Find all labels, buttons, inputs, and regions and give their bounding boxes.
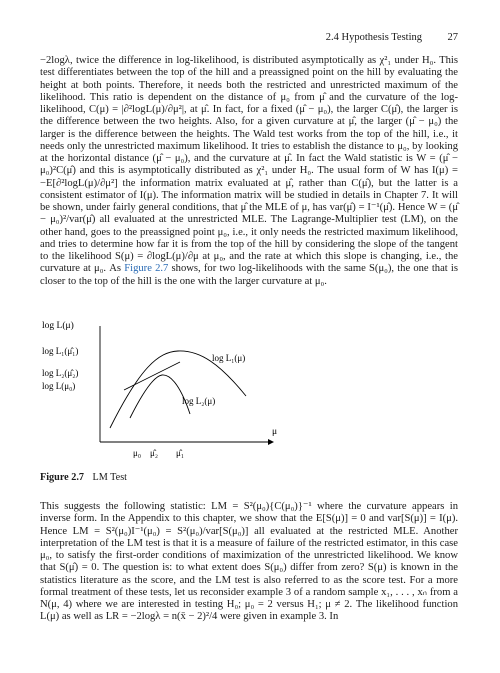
ytick-logL-mu0: log L(μ₀) xyxy=(42,381,76,391)
paragraph1-tail: shows, for two log-likelihoods with the same S(μ₀), the one that is closer to the top of the hill is the one with the larger curvature at μ₀. xyxy=(40,263,458,287)
figure-caption xyxy=(40,472,127,483)
y-axis-label: log L(μ) xyxy=(42,321,74,331)
tangent-line xyxy=(124,362,180,390)
ytick-logL2-hat: log L₂(μ̂₂) xyxy=(42,368,79,378)
xtick-mu1-hat: μ̂₁ xyxy=(176,448,184,458)
xtick-mu2-hat: μ̂₂ xyxy=(150,448,158,458)
paragraph-lm-score xyxy=(40,501,458,624)
paragraph-wald-lr xyxy=(40,55,458,288)
x-axis-arrow xyxy=(268,439,274,445)
curve-logL2 xyxy=(130,375,190,418)
header-section-title: 2.4 Hypothesis Testing xyxy=(325,32,422,43)
figure-lm-test xyxy=(40,318,458,468)
xtick-mu0: μ₀ xyxy=(133,448,141,458)
x-axis-label: μ xyxy=(272,427,278,437)
paragraph1-text: −2logλ, twice the difference in log-likelihood, is distributed asymptotically as χ²₁ under H₀. This test differentiates between the top of the hill and a preassigned point on the hill by evaluating the height at both points. Therefore, it needs both the restricted and unrestricted maximum of the likelihood. This ratio is dependent on the distance of μ₀ from μ̂ and the curvature of the log-likelihood, C(μ) = |∂²logL(μ)/∂μ²|, at μ̂. In fact, for a fixed (μ̂ − μ₀), the larger C(μ̂), the larger is the difference between the two heights. Also, for a given curvature at μ̂, the larger (μ̂ − μ₀) the larger is the difference between the heights. The Wald test works from the top of the hill, i.e., it needs only the unrestricted maximum likelihood. It tries to establish the distance to μ₀, by looking at the horizontal distance (μ̂ − μ₀), and the curvature at μ̂. In fact the Wald statistic is W = (μ̂ − μ₀)²C(μ̂) and this is asymptotically distributed as χ²₁ under H₀. The usual form of W has I(μ) = −E[∂²logL(μ)/∂μ²] the information matrix evaluated at μ̂, rather than C(μ̂), but the latter is a consistent estimator of I(μ). The information matrix will be studied in details in Chapter 7. It will be shown, under fairly general conditions, that μ̂ the MLE of μ, has var(μ̂) = I⁻¹(μ̂). Hence W = (μ̂ − μ₀)²/var(μ̂) all evaluated at the unrestricted MLE. The Lagrange-Multiplier test (LM), on the other hand, goes to the preassigned point μ₀, i.e., it only needs the restricted maximum likelihood, and tries to determine how far it is from the top of the hill by considering the slope of the tangent to the likelihood S(μ) = ∂logL(μ)/∂μ at μ₀, and the rate at which this slope is changing, i.e., the curvature at μ₀. As xyxy=(40,55,458,275)
lm-test-diagram xyxy=(40,318,458,468)
running-header xyxy=(40,32,458,46)
curve1-label: log L₁(μ) xyxy=(212,353,246,363)
figure-2-7-link[interactable]: Figure 2.7 xyxy=(124,263,169,275)
curve2-label: log L₂(μ) xyxy=(182,396,216,406)
header-page-number: 27 xyxy=(447,32,458,43)
caption-number: Figure 2.7 xyxy=(40,472,84,483)
ytick-logL1-hat: log L₁(μ̂₁) xyxy=(42,346,79,356)
paragraph2-text: This suggests the following statistic: LM = S²(μ₀){C(μ₀)}⁻¹ where the curvature appears in inverse form. In the Appendix to this chapter, we show that the E[S(μ)] = 0 and var[S(μ)] = I(μ). Hence LM = S²(μ₀)I⁻¹(μ₀) = S²(μ₀)/var[S(μ₀)] all evaluated at the restricted MLE. Another interpretation of the LM test is that it is a measure of failure of the restricted estimator, in this case μ₀, to satisfy the first-order conditions of maximization of the unrestricted likelihood. We know that S(μ̂) = 0. The question is: to what extent does S(μ₀) differ from zero? S(μ) is known in the statistics literature as the score, and the LM test is also referred to as the score test. For a more formal treatment of these tests, let us reconsider example 3 of a random sample x₁, . . . , xₙ from a N(μ, 4) where we are interested in testing H₀; μ₀ = 2 versus H₁; μ ≠ 2. The likelihood function L(μ) as well as LR = −2logλ = n(x̄ − 2)²/4 were given in example 3. In xyxy=(40,501,458,623)
caption-text: LM Test xyxy=(92,472,127,483)
